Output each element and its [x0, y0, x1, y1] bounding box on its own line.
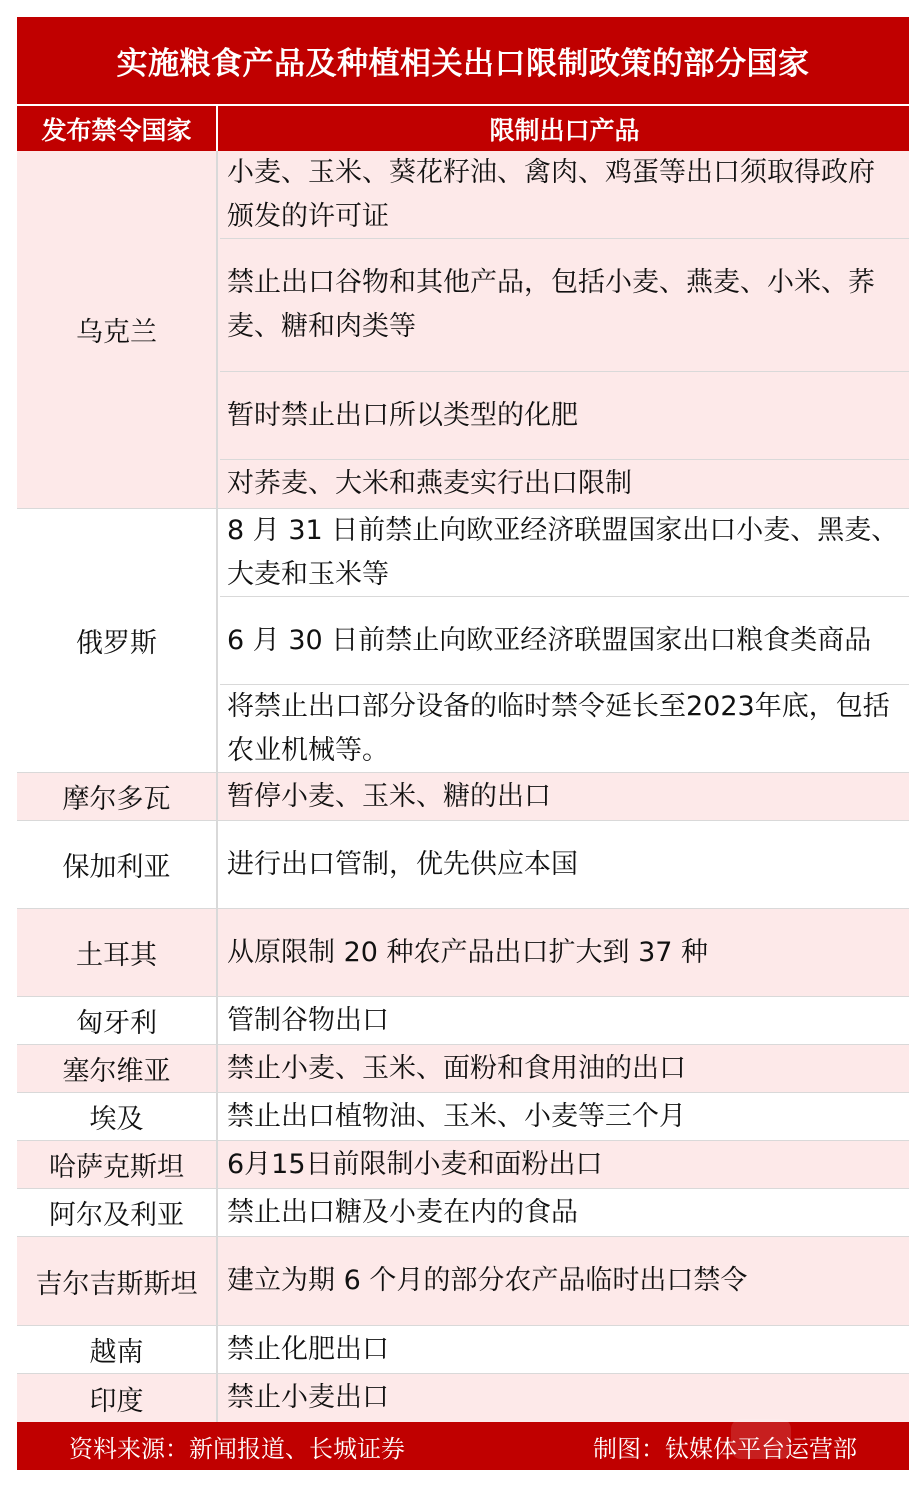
- product-item: 对荞麦、大米和燕麦实行出口限制: [227, 468, 632, 499]
- product-item: 管制谷物出口: [227, 1004, 389, 1036]
- country-cell: 土耳其: [17, 909, 218, 996]
- country-cell: 乌克兰: [17, 151, 218, 508]
- country-cell: 匈牙利: [17, 997, 218, 1044]
- product-item: 6 月 30 日前禁止向欧亚经济联盟国家出口粮食类商品: [220, 597, 909, 685]
- country-cell: 埃及: [17, 1093, 218, 1140]
- table-row: [17, 909, 909, 997]
- product-item: 进行出口管制，优先供应本国: [227, 848, 578, 880]
- product-item: 建立为期 6 个月的部分农产品临时出口禁令: [227, 1265, 748, 1296]
- product-item: 禁止出口植物油、玉米、小麦等三个月: [227, 1100, 686, 1132]
- table-row: [17, 1141, 909, 1189]
- table-row: [17, 997, 909, 1045]
- header-country: 发布禁令国家: [17, 106, 218, 151]
- product-item: 8 月 31 日前禁止向欧亚经济联盟国家出口小麦、黑麦、大麦和玉米等: [220, 509, 909, 597]
- country-cell: 吉尔吉斯斯坦: [17, 1237, 218, 1325]
- maker-note: 制图：钛媒体平台运营部: [593, 1434, 857, 1463]
- country-cell: 印度: [17, 1374, 218, 1422]
- policy-table: [17, 17, 909, 1470]
- table-row: [17, 1326, 909, 1374]
- table-row: [17, 1045, 909, 1093]
- country-cell: 保加利亚: [17, 821, 218, 908]
- country-cell: 俄罗斯: [17, 509, 218, 772]
- country-cell: 越南: [17, 1326, 218, 1373]
- product-item: 从原限制 20 种农产品出口扩大到 37 种: [227, 936, 709, 968]
- table-header: [17, 106, 909, 151]
- product-item: 禁止出口谷物和其他产品，包括小麦、燕麦、小米、荞麦、糖和肉类等: [220, 239, 909, 372]
- product-item: 禁止小麦出口: [227, 1382, 389, 1413]
- table-row: [17, 821, 909, 909]
- product-item: 小麦、玉米、葵花籽油、禽肉、鸡蛋等出口须取得政府颁发的许可证: [220, 151, 909, 239]
- country-cell: 塞尔维亚: [17, 1045, 218, 1092]
- country-cell: 阿尔及利亚: [17, 1189, 218, 1236]
- source-note: 资料来源：新闻报道、长城证券: [69, 1434, 405, 1463]
- product-item: 暂时禁止出口所以类型的化肥: [220, 372, 909, 460]
- product-item: 禁止化肥出口: [227, 1333, 389, 1365]
- table-row: [17, 1093, 909, 1141]
- table-title: 实施粮食产品及种植相关出口限制政策的部分国家: [17, 17, 909, 104]
- table-row: [17, 1189, 909, 1237]
- table-row: [17, 509, 909, 773]
- product-item: 暂停小麦、玉米、糖的出口: [227, 780, 551, 812]
- table-row: [17, 773, 909, 821]
- product-item: 禁止出口糖及小麦在内的食品: [227, 1196, 578, 1228]
- header-products: 限制出口产品: [489, 115, 640, 145]
- table-row: [17, 151, 909, 509]
- country-cell: 摩尔多瓦: [17, 773, 218, 820]
- product-item: 6月15日前限制小麦和面粉出口: [227, 1148, 603, 1180]
- watermark-logo: [731, 1419, 791, 1459]
- product-item: 禁止小麦、玉米、面粉和食用油的出口: [227, 1052, 686, 1084]
- product-item: 将禁止出口部分设备的临时禁令延长至2023年底，包括农业机械等。: [227, 690, 890, 766]
- table-row: [17, 1374, 909, 1422]
- table-row: [17, 1237, 909, 1326]
- country-cell: 哈萨克斯坦: [17, 1141, 218, 1188]
